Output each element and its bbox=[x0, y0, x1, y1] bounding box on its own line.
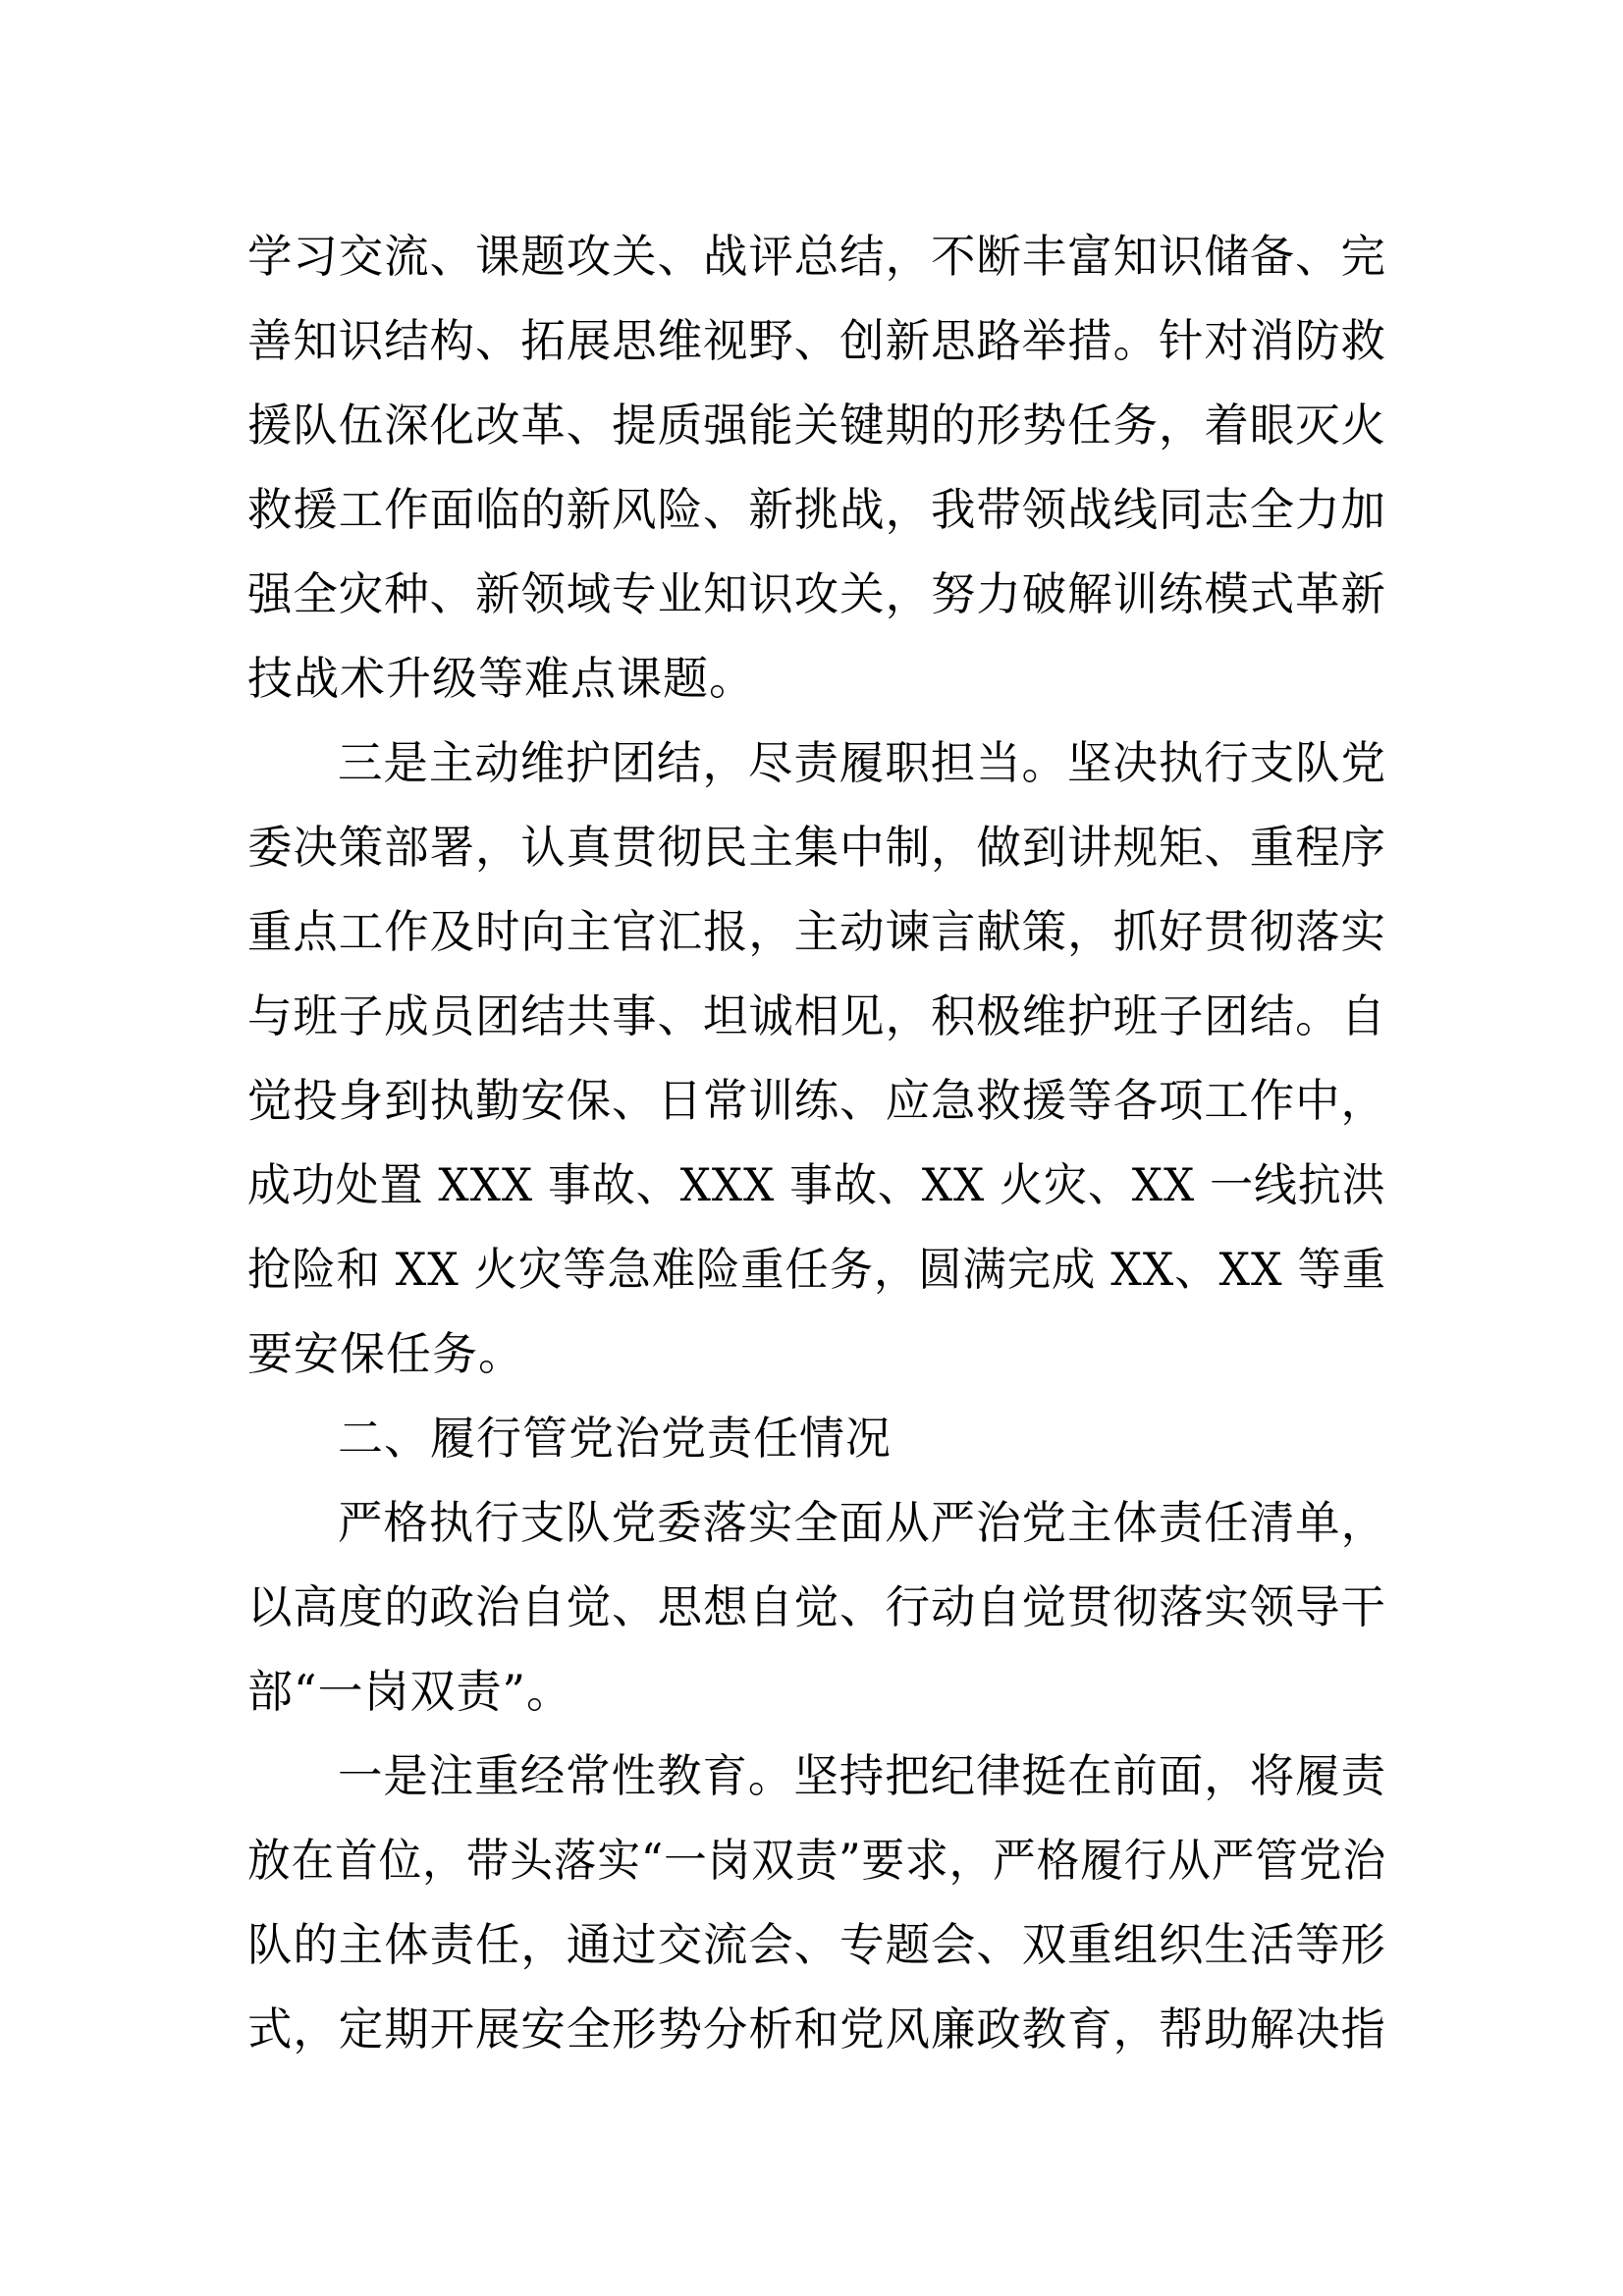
text-line: 以高度的政治自觉、思想自觉、行动自觉贯彻落实领导干 bbox=[247, 1580, 1386, 1633]
text-line: 觉投身到执勤安保、日常训练、应急救援等各项工作中， bbox=[247, 1074, 1386, 1127]
text-line: 学习交流、课题攻关、战评总结，不断丰富知识储备、完 bbox=[247, 230, 1386, 283]
text-line: 队的主体责任，通过交流会、专题会、双重组织生活等形 bbox=[247, 1918, 1386, 1971]
text-line: 善知识结构、拓展思维视野、创新思路举措。针对消防救 bbox=[247, 314, 1386, 367]
text-line: 救援工作面临的新风险、新挑战，我带领战线同志全力加 bbox=[247, 483, 1386, 536]
paragraph-start-line: 严格执行支队党委落实全面从严治党主体责任清单， bbox=[338, 1496, 1387, 1549]
section-heading: 二、履行管党治党责任情况 bbox=[338, 1412, 892, 1465]
text-line: 委决策部署，认真贯彻民主集中制，做到讲规矩、重程序 bbox=[247, 821, 1386, 874]
text-line: 放在首位，带头落实“一岗双责”要求，严格履行从严管党治 bbox=[247, 1834, 1387, 1887]
text-line: 技战术升级等难点课题。 bbox=[247, 652, 755, 705]
text-line: 援队伍深化改革、提质强能关键期的形势任务，着眼灭火 bbox=[247, 399, 1386, 452]
text-line: 式，定期开展安全形势分析和党风廉政教育，帮助解决指 bbox=[247, 2002, 1386, 2056]
text-line: 强全灾种、新领域专业知识攻关，努力破解训练模式革新 bbox=[247, 567, 1386, 620]
text-line: 抢险和 XX 火灾等急难险重任务，圆满完成 XX、XX 等重 bbox=[247, 1243, 1387, 1296]
paragraph-start-line: 一是注重经常性教育。坚持把纪律挺在前面，将履责 bbox=[338, 1749, 1387, 1802]
paragraph-start-line: 三是主动维护团结，尽责履职担当。坚决执行支队党 bbox=[338, 736, 1387, 789]
text-line: 成功处置 XXX 事故、XXX 事故、XX 火灾、XX 一线抗洪 bbox=[247, 1158, 1386, 1211]
document-body bbox=[247, 214, 1386, 2071]
text-line: 要安保任务。 bbox=[247, 1327, 524, 1380]
text-line: 部“一岗双责”。 bbox=[247, 1665, 573, 1718]
text-line: 重点工作及时向主官汇报，主动谏言献策，抓好贯彻落实 bbox=[247, 905, 1386, 958]
text-line: 与班子成员团结共事、坦诚相见，积极维护班子团结。自 bbox=[247, 989, 1386, 1042]
